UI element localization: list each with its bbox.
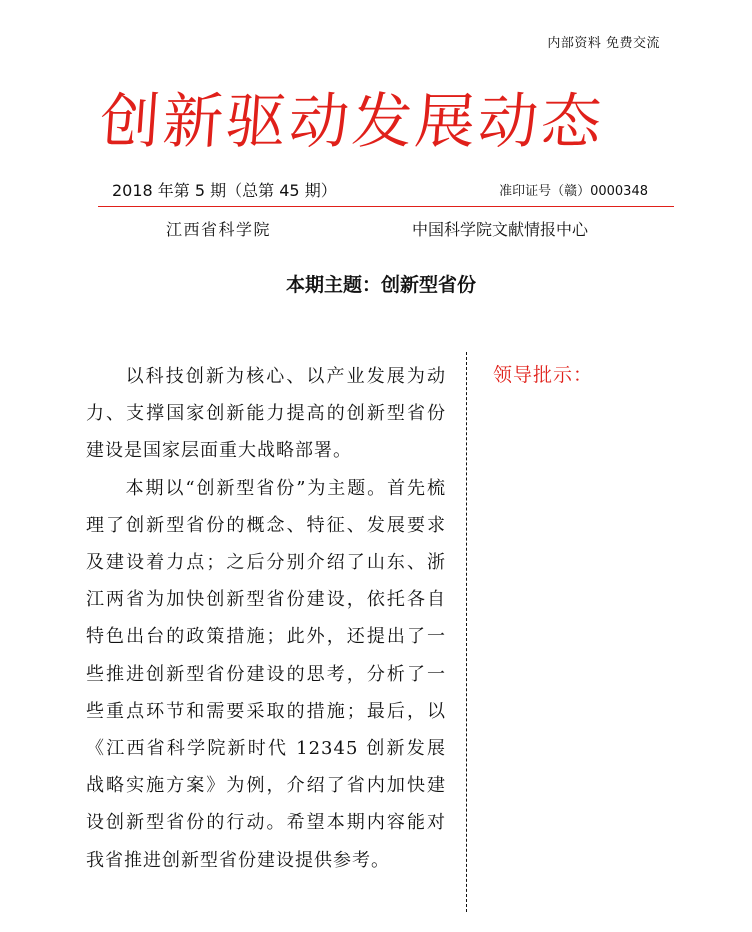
publisher-cas-library: 中国科学院文献情报中心 (412, 220, 589, 239)
masthead-title: 创新驱动发展动态 (97, 87, 607, 157)
distribution-note: 内部资料 免费交流 (547, 36, 660, 51)
publisher-jiangxi-academy: 江西省科学院 (166, 220, 272, 239)
issue-number: 2018 年第 5 期（总第 45 期） (112, 181, 337, 200)
leader-instructions-label: 领导批示： (493, 364, 594, 386)
print-permit-number: 准印证号（赣）0000348 (499, 184, 648, 199)
dashed-column-divider (466, 352, 467, 912)
paragraph: 以科技创新为核心、以产业发展为动力、支撑国家创新能力提高的创新型省份建设是国家层面重大战略部署。 (86, 366, 446, 462)
header-divider-line (98, 206, 674, 207)
issue-theme-heading: 本期主题：创新型省份 (285, 274, 476, 296)
paragraph: 本期以“创新型省份”为主题。首先梳理了创新型省份的概念、特征、发展要求及建设着力点；之后分别介绍了山东、浙江两省为加快创新型省份建设，依托各自特色出台的政策措施；此外，还提出了一些推进创新型省份建设的思考，分析了一些重点环节和需要采取的措施；最后，以《江西省科学院新时代 12345 创新发展战略实施方案》为例，介绍了省内加快建设创新型省份的行动。希望本期内容能对我省推进创新型省份建设提供参考。 (86, 477, 446, 871)
introduction-text (86, 358, 446, 879)
